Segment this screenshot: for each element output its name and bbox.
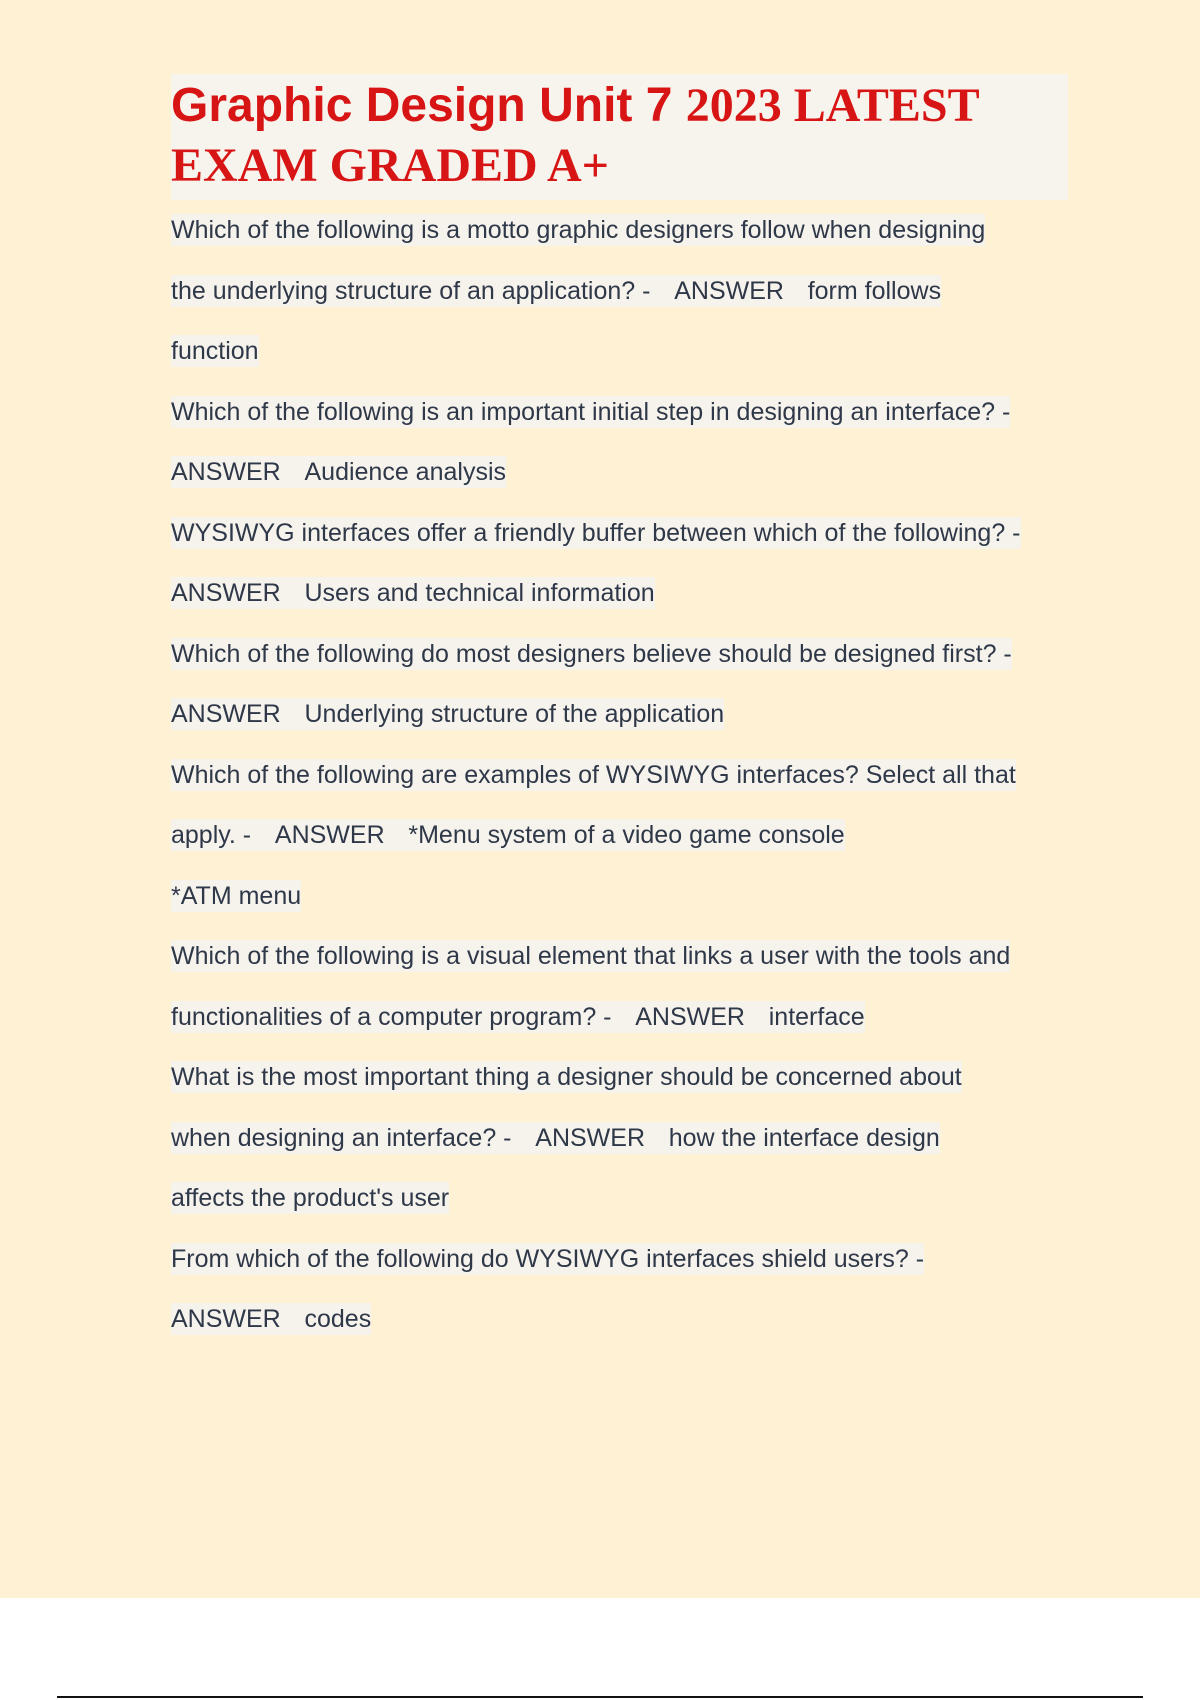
question-text: when designing an interface? - (171, 1123, 512, 1152)
qa-item-4 (171, 624, 1071, 745)
question-text: From which of the following do WYSIWYG interfaces shield users? - (171, 1244, 925, 1273)
qa-item-3 (171, 503, 1071, 624)
question-text: Which of the following do most designers believe should be designed first? - (171, 639, 1012, 668)
title-line2: EXAM GRADED A+ (171, 139, 610, 192)
answer-label: ANSWER (171, 579, 281, 607)
answer-line (171, 1168, 1071, 1229)
question-line (171, 503, 1071, 564)
question-line (171, 926, 1071, 987)
question-answer-line (171, 805, 1071, 866)
answer-line (171, 442, 1071, 503)
answer-text: how the interface design (668, 1123, 940, 1152)
answer-text: affects the product's user (171, 1184, 450, 1212)
question-text: What is the most important thing a designer should be concerned about (171, 1063, 962, 1091)
answer-text: Users and technical information (304, 579, 655, 607)
question-text: the underlying structure of an application? - (171, 276, 651, 305)
answer-label: ANSWER (171, 458, 281, 486)
question-text: Which of the following is an important initial step in designing an interface? - (171, 397, 1011, 426)
document-title (171, 74, 1068, 200)
qa-item-2 (171, 382, 1071, 503)
answer-label: ANSWER (171, 700, 281, 728)
answer-line (171, 684, 1071, 745)
qa-item-1 (171, 200, 1071, 382)
question-text: Which of the following is a motto graphic designers follow when designing (171, 216, 986, 244)
question-line (171, 745, 1071, 806)
answer-line (171, 563, 1071, 624)
title-line1-part-a: Graphic Design Unit 7 (171, 79, 686, 132)
question-text: Which of the following is a visual element that links a user with the tools and (171, 942, 1011, 970)
answer-line (171, 866, 1071, 927)
question-answer-line (171, 261, 1071, 322)
qa-item-5 (171, 745, 1071, 927)
title-line1-part-b: 2023 LATEST (685, 79, 980, 132)
question-line (171, 1229, 1071, 1290)
answer-text: interface (768, 1002, 865, 1031)
answer-line (171, 321, 1071, 382)
document-content (171, 74, 1071, 1350)
question-line (171, 382, 1071, 443)
question-answer-line (171, 987, 1071, 1048)
question-text: Which of the following are examples of WYSIWYG interfaces? Select all that (171, 760, 1016, 789)
question-line (171, 200, 1071, 261)
answer-text: Underlying structure of the application (304, 700, 725, 728)
answer-label: ANSWER (635, 1002, 745, 1031)
answer-text: form follows (807, 276, 942, 305)
answer-text: Audience analysis (304, 458, 506, 486)
answer-label: ANSWER (535, 1123, 645, 1152)
question-text: apply. - (171, 821, 252, 849)
answer-label: ANSWER (171, 1305, 281, 1333)
question-line (171, 1047, 1071, 1108)
answer-label: ANSWER (274, 821, 385, 849)
answer-label: ANSWER (674, 276, 784, 305)
question-line (171, 624, 1071, 685)
qa-item-6 (171, 926, 1071, 1047)
footer-rule (57, 1696, 1143, 1698)
question-answer-line (171, 1108, 1071, 1169)
question-text: functionalities of a computer program? - (171, 1002, 612, 1031)
qa-item-7 (171, 1047, 1071, 1229)
qa-item-8 (171, 1229, 1071, 1350)
answer-text: *Menu system of a video game console (408, 821, 845, 849)
answer-line (171, 1289, 1071, 1350)
answer-text: function (171, 337, 259, 365)
answer-text: codes (304, 1305, 372, 1333)
answer-text: *ATM menu (171, 881, 302, 910)
question-text: WYSIWYG interfaces offer a friendly buffer between which of the following? - (171, 518, 1021, 547)
